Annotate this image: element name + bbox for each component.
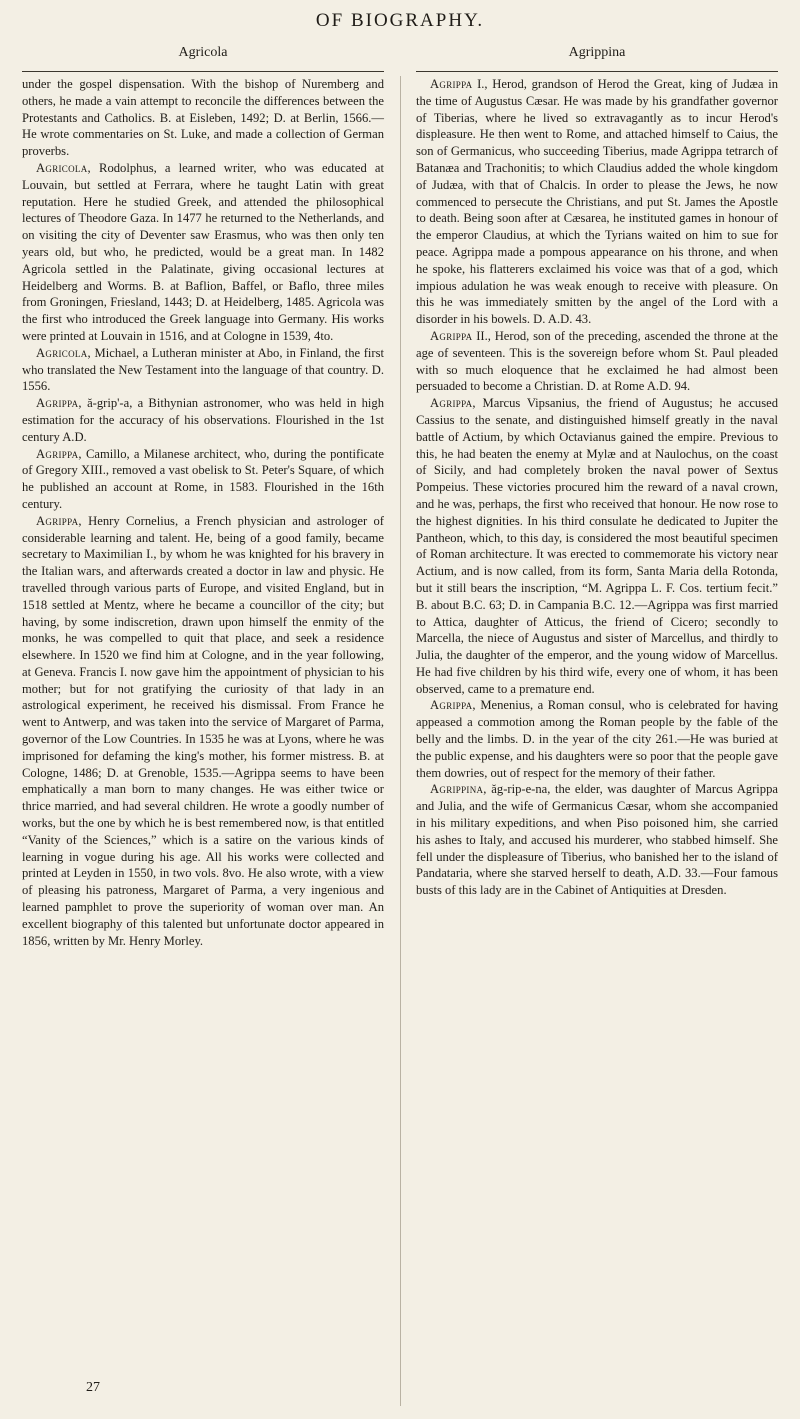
entry-headword: Agrippa, [36,513,82,528]
left-heading-rule [22,71,384,72]
left-column-heading: Agricola [178,45,228,60]
entry-headword: Agricola, [36,345,91,360]
entry-text: ăg-rip-e-na, the elder, was daughter of Marcus Agrippa and Julia, and the wife of Germanicus Cæsar, whom she accompanied in his military expeditions, and when Piso poisoned him, she carried his ashes to Italy, and accused his murderer, who stabbed himself. She fell under the displeasure of Tiberius, who banished her to the island of Pandataria, where she starved herself to death, A.D. 33.—Four famous busts of this lady are in the Cabinet of Antiquities at Dresden. [416,782,778,898]
entry-text: Henry Cornelius, a French physician and astrologer of considerable learning and talent. He, being of a good family, became secretary to Maximilian I., by whom he was knighted for his bravery in the Italian wars, and afterwards created a doctor in law and physic. He travelled through various parts of Europe, and visited England, but in 1518 settled at Mentz, where he became a councillor of the city; but having, by some indiscretion, drawn upon himself the enmity of the monks, he was compelled to quit that place, and seek a residence elsewhere. In 1520 we find him at Cologne, and in the year following, at Geneva. Francis I. now gave him the appointment of physician to his mother; but for not gratifying the curiosity of that lady in an astrological experiment, he received his dismissal. From France he went to Antwerp, and was taken into the service of Margaret of Parma, governor of the Low Countries. In 1535 he was at Lyons, where he was imprisoned for defaming the king's mother, his former mistress. B. at Cologne, 1486; D. at Grenoble, 1535.—Agrippa seems to have been emphatically a man born to many changes. He was either twice or thrice married, and had several children. He wrote a goodly number of works, but the one by which he is best remembered now, is that entitled “Vanity of the Sciences,” which is a satire on the various kinds of learning in vogue during his age. All his works were collected and printed at Leyden in 1550, in two vols. 8vo. He also wrote, with a view of pleasing his patroness, Margaret of Parma, a very ingenious and learned pamphlet to prove the superiority of woman over man. An excellent biography of this talented but unfortunate doctor appeared in 1856, written by Mr. Henry Morley. [22,513,384,948]
entry-paragraph [22,395,384,445]
entry-headword: Agricola, [36,160,91,175]
entry-text: under the gospel dispensation. With the bishop of Nuremberg and others, he made a vain attempt to reconcile the differences between the Protestants and Catholics. B. at Eisleben, 1492; D. at Berlin, 1566.—He wrote commentaries on St. Luke, and made a collection of German proverbs. [22,77,384,159]
page-number: 27 [86,1380,100,1395]
right-heading-rule [416,71,778,72]
entry-headword: Agrippa, [430,396,476,411]
entry-paragraph [22,345,384,395]
entry-text: Marcus Vipsanius, the friend of Augustus; he accused Cassius to the senate, and distinguished himself greatly in the naval battle of Actium, by which Octavianus gained the empire. Previous to this, he had beaten the enemy at Mylæ and at Naulochus, on the coast of Sicily, and had completely broken the naval power of Sextus Pompeius. These victories procured him the reward of a naval crown, and he was, perhaps, the first who received that honour. He now rose to the highest dignities. In his third consulate he dedicated to Jupiter the Pantheon, which, to this day, is considered the most beautiful specimen of Roman architecture. It was erected to commemorate his victory near Actium, and is now called, from its form, Santa Maria della Rotonda, but it still bears the inscription, “M. Agrippa L. F. Cos. tertium fecit.” B. about B.C. 63; D. in Campania B.C. 12.—Agrippa was first married to Attica, daughter of Atticus, the friend of Cicero; secondly to Marcella, the niece of Augustus and sister of Marcellus, and thirdly to Julia, the daughter of the emperor, and the young widow of Marcellus. He had five children by his third wife, every one of whom, it has been observed, came to a premature end. [416,396,778,696]
entry-headword: Agrippa [430,77,473,91]
column-divider [400,76,401,1406]
entry-headword: Agrippa [430,328,473,343]
entry-text: I., Herod, grandson of Herod the Great, king of Judæa in the time of Augustus Cæsar. He was made by his grandfather governor of Tiberias, where he lived so extravagantly as to incur Herod's displeasure. He then went to Rome, and attached himself to Caius, the son of Germanicus, who succeeding Tiberius, made Agrippa tetrarch of Batanæa and Trachonitis; to which Claudius added the whole kingdom of Judæa, with that of Chalcis. In order to please the Jews, he now commenced to persecute the Christians, and put St. James the Apostle to death. Being soon after at Cæsarea, he instituted games in honour of the emperor Claudius, at which the Tyrians waited on him to sue for peace. Agrippa made a pompous appearance on his throne, and when he spoke, his flatterers exclaimed his voice was that of a god, which impious adulation he was weak enough to receive with pleasure. On this he was immediately smitten by the angel of the Lord with a disorder in his bowels. D. A.D. 43. [416,77,778,327]
entry-paragraph [22,446,384,513]
running-head: OF BIOGRAPHY. [315,10,485,31]
entry-headword: Agrippa, [36,446,82,461]
entry-paragraph [22,76,384,160]
entry-text: Michael, a Lutheran minister at Abo, in Finland, the first who translated the New Testament into the language of that country. D. 1556. [22,345,384,394]
left-column [22,76,384,949]
entry-text: Menenius, a Roman consul, who is celebrated for having appeased a commotion among the Roman people by the fable of the belly and the limbs. D. in the year of the city 261.—He was buried at the public expense, and his daughters were so poor that the people gave them dowries, out of respect for the memory of their father. [416,698,778,780]
entry-paragraph [22,513,384,950]
entry-text: Camillo, a Milanese architect, who, during the pontificate of Gregory XIII., removed a vast obelisk to St. Peter's Square, of which he published an account at Rome, in 1583. Flourished in the 16th century. [22,446,384,511]
entry-paragraph [416,395,778,697]
entry-paragraph [416,697,778,781]
entry-headword: Agrippa, [36,396,82,411]
entry-paragraph [416,76,778,328]
entry-headword: Agrippina, [430,782,487,797]
entry-headword: Agrippa, [430,698,476,713]
entry-paragraph [416,781,778,899]
right-column [416,76,778,899]
entry-text: ă-grip'-a, a Bithynian astronomer, who was held in high estimation for the accuracy of his observations. Flourished in the 1st century A.D. [22,396,384,444]
entry-paragraph [416,328,778,395]
entry-paragraph [22,160,384,345]
entry-text: Rodolphus, a learned writer, who was educated at Louvain, but settled at Ferrara, where he taught Latin with great reputation. Here he studied Greek, and attended the philosophical lectures of Theodore Gaza. In 1477 he returned to the Netherlands, and on visiting the city of Deventer saw Erasmus, who was then only ten years old, but who, he predicted, would be a great man. In 1482 Agricola settled in the Palatinate, giving occasional lectures at Heidelberg and Worms. B. at Baflion, Baffel, or Baflo, three miles from Groningen, Friesland, 1443; D. at Heidelberg, 1485. Agricola was the first who introduced the Greek language into Germany. His works were printed at Louvain in 1516, and at Cologne in 1539, 4to. [22,160,384,343]
right-column-heading: Agrippina [568,45,626,60]
entry-text: II., Herod, son of the preceding, ascended the throne at the age of seventeen. This is the sovereign before whom St. Paul pleaded with so much eloquence that he exclaimed he had almost been persuaded to become a Christian. D. at Rome A.D. 94. [416,328,778,394]
